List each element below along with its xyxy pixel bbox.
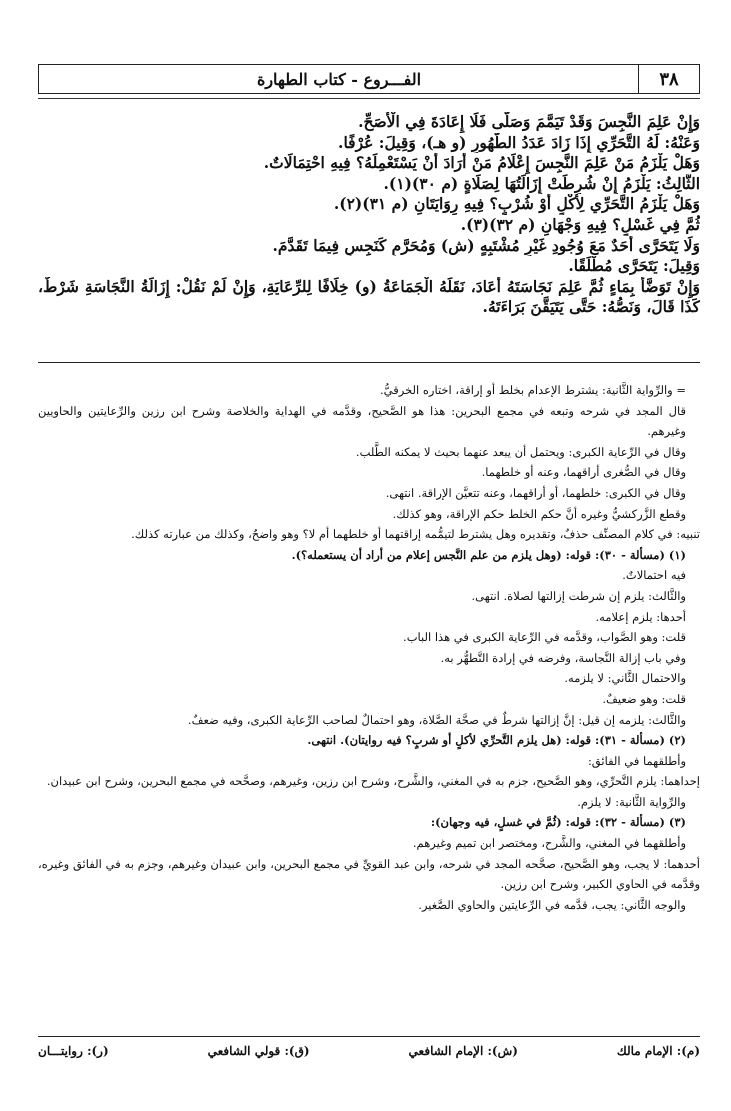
abbr-shafii: (ش): الإمام الشافعي: [408, 1044, 518, 1058]
main-line: الثَّالِثُ: يَلْزَمُ إِنْ شُرِطَتْ إِزَالَتُهَا لِصَلَاةٍ (م ٣٠)(١).: [383, 173, 700, 193]
note-line: وقال في الكبرى: خلطهما، أو أراقهما، وعنه تتعيَّن الإراقة. انتهى.: [385, 485, 686, 500]
note-line: (٣) (مسألة - ٣٢): قوله: (ثُمَّ في غسلٍ، فيه وجهان):: [430, 815, 686, 830]
header-rule: [38, 98, 700, 99]
note-line: قلت: وهو ضعيفٌ.: [602, 691, 686, 706]
main-line: وَإِنْ عَلِمَ النَّجِسَ وَقَدْ تَيَمَّمَ وَصَلَّى فَلَا إِعَادَةَ فِي الْأَصَحِّ.: [358, 112, 700, 131]
note-line: والوجه الثَّاني: يجب، قدَّمه في الرِّعايتين والحاوي الصَّغير.: [418, 897, 686, 912]
main-line: وَهَلْ يَلْزَمُ التَّحَرِّي لِأَكْلٍ أَوْ شُرْبٍ؟ فِيهِ رِوَايَتَانِ (م ٣١)(٢).: [333, 194, 700, 214]
abbreviation-key: [38, 1040, 700, 1062]
footnote-separator: [38, 362, 700, 363]
footnotes: [38, 380, 700, 915]
note-line: وأطلقهما في المغني، والشَّرح، ومختصر ابن تميم وغيرهم.: [412, 836, 686, 851]
note-line: إحداهما: يلزم التَّحرِّي، وهو الصَّحيح، جزم به في المغني، والشَّرح، وشرح ابن رزين، وغيرهم، وصحَّحه في مجمع البحرين، وشرح ابن عبيدان.: [46, 774, 700, 789]
note-line: أحدهما: لا يجب، وهو الصَّحيح، صحَّحه المجد في شرحه، وابن عبد القويِّ في مجمع البحرين، وابن عبيدان وغيرهم، وجزم به في الفائق وغيره، وقدَّمه في الحاوي الكبير، وشرح ابن رزين.: [38, 856, 700, 892]
main-line: ثُمَّ فِي غَسْلٍ؟ فِيهِ وَجْهَانِ (م ٣٢)(٣).: [460, 214, 700, 234]
note-line: وقال في الصُّغرى أراقهما، وعنه أو خلطهما.: [481, 465, 686, 480]
abbr-qawl: (ق): قولي الشافعي: [207, 1044, 310, 1058]
footer-rule: [38, 1036, 700, 1037]
note-line: (٢) (مسألة - ٣١): قوله: (هل يلزم التَّحرِّي لأكلٍ أو شربٍ؟ فيه روايتان). انتهى.: [307, 733, 686, 748]
note-line: (١) (مسألة - ٣٠): قوله: (وهل يلزم من علم النَّجس إعلام من أراد أن يستعمله؟).: [291, 547, 686, 562]
abbr-malik: (م): الإمام مالك: [616, 1044, 700, 1058]
page-title: الفـــروع - كتاب الطهارة: [256, 69, 422, 89]
main-line: وَعَنْهُ: لَهُ التَّحَرِّي إِذَا زَادَ عَدَدُ الطَّهُورِ (و هـ)، وَقِيلَ: عُرْفًا.: [338, 132, 700, 152]
abbr-riwayatan: (ر): روايتـــان: [38, 1044, 109, 1058]
note-line: وفي باب إزالة النَّجاسة، وفرضه في إرادة التَّطهُّر به.: [440, 650, 686, 665]
note-line: تنبيه: في كلام المصنِّف حذفٌ، وتقديره وهل يشترط لتيمُّمه إراقتهما أو خلطهما أم لا؟ وهو واضحٌ، وكذلك من عبارته كذلك.: [131, 527, 700, 542]
note-line: والرِّواية الثَّانية: لا يلزم.: [577, 794, 686, 809]
note-line: والاحتمال الثَّاني: لا يلزمه.: [564, 671, 686, 686]
main-line: وَقِيلَ: يَتَحَرَّى مُطْلَقًا.: [568, 256, 700, 276]
main-line: وَهَلْ يَلْزَمُ مَنْ عَلِمَ النَّجِسَ إِعْلَامُ مَنْ أَرَادَ أَنْ يَسْتَعْمِلَهُ؟ فِيهِ احْتِمَالَاتٌ.: [263, 153, 700, 173]
note-line: والثَّالث: يلزمه إن قيل: إنَّ إزالتها شرطٌ في صحَّة الصَّلاة، وهو احتمالٌ لصاحب الرِّعاية الكبرى، وفيه ضعفٌ.: [187, 712, 686, 727]
note-line: قلت: وهو الصَّواب، وقدَّمه في الرِّعاية الكبرى في هذا الباب.: [403, 630, 686, 645]
main-text: [38, 112, 700, 318]
note-line: وقال في الرِّعاية الكبرى: ويحتمل أن يبعد عنهما بحيث لا يمكنه الطَّلب.: [355, 444, 686, 459]
main-line: وَإِنْ تَوَضَّأَ بِمَاءٍ ثُمَّ عَلِمَ نَجَاسَتَهُ أَعَادَ، نَقَلَهُ الْجَمَاعَةُ (و) خِلَافًا لِلرِّعَايَةِ، وَإِنْ لَمْ نَقُلْ: إِزَالَةُ النَّجَاسَةِ شَرْطٌ، كَذَا قَالَ، وَنَصُّهُ: حَتَّى يَتَيَقَّنَ بَرَاءَتَهُ.: [38, 276, 700, 317]
note-line: أحدها: يلزم إعلامه.: [595, 609, 686, 624]
note-line: = والرِّواية الثَّانية: يشترط الإعدام بخلط أو إراقة، اختاره الخرقيُّ.: [380, 383, 686, 397]
note-line: وقطع الزَّركشيُّ وغيره أنَّ حكم الخلط حكم الإراقة، وهو كذلك.: [392, 506, 686, 521]
page-header: [38, 64, 700, 94]
main-line: وَلَا يَتَحَرَّى أَحَدٌ مَعَ وُجُودِ غَيْرِ مُشْتَبِهٍ (ش) وَمُحَرَّمٍ كَنَجِسٍ فِيمَا تَقَدَّمَ.: [272, 235, 700, 255]
note-line: وأطلقهما في الفائق:: [587, 753, 686, 768]
note-line: فيه احتمالاتٌ.: [622, 568, 686, 583]
page-number: ٣٨: [638, 65, 699, 93]
note-line: والثَّالث: يلزم إن شرطت إزالتها لصلاة. انتهى.: [471, 588, 686, 603]
note-line: قال المجد في شرحه وتبعه في مجمع البحرين: هذا هو الصَّحيح، وقدَّمه في الهداية والخلاصة وشرح ابن رزين والرِّعايتين والحاويين وغيرهم.: [38, 403, 686, 439]
